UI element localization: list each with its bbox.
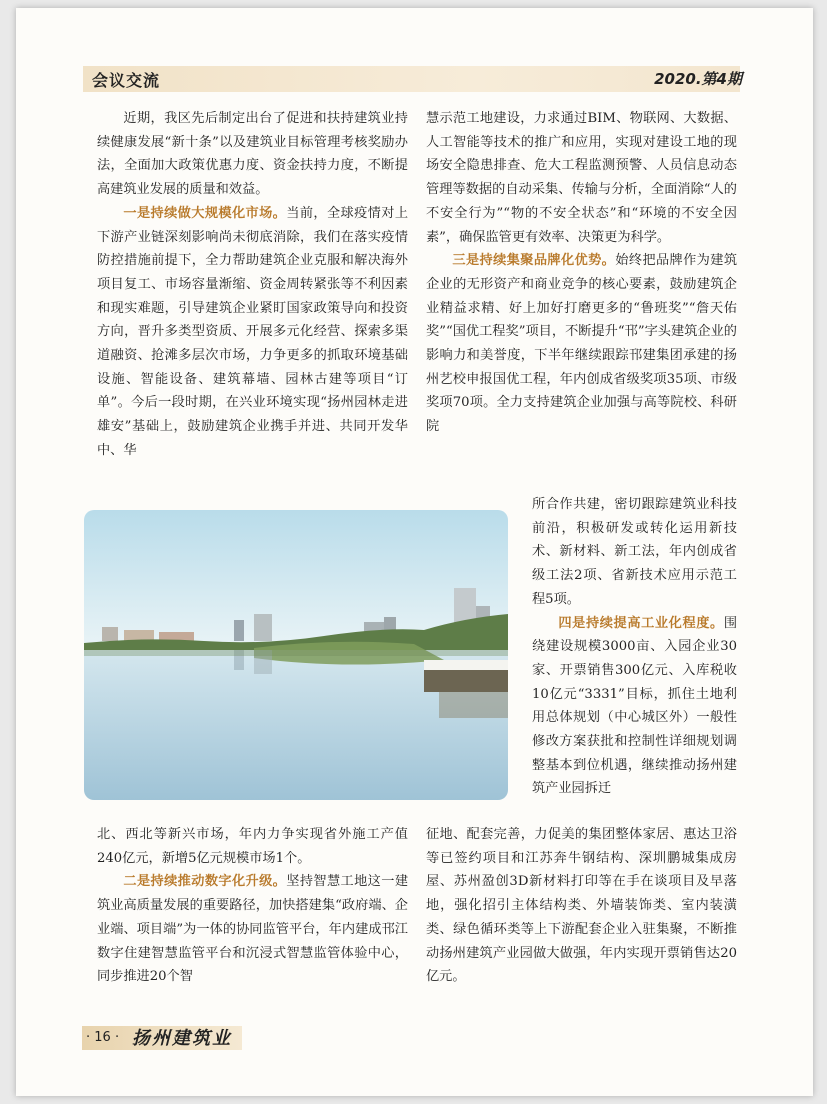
paragraph-heading: 三是持续集聚品牌化优势。 bbox=[452, 253, 616, 269]
paragraph-body: 围绕建设规模3000亩、入园企业30家、开票销售300亿元、入库税收10亿元“3331”目标，抓住土地利用总体规划（中心城区外）一般性修改方案获批和控制性详细规划调整基本到位机遇，继续推动扬州建筑产业园拆迁 bbox=[532, 615, 737, 797]
left-column-top bbox=[97, 107, 408, 463]
left-column-bottom bbox=[97, 823, 408, 989]
paragraph: 近期，我区先后制定出台了促进和扶持建筑业持续健康发展“新十条”以及建筑业目标管理考核奖励办法，全面加大政策优惠力度、资金扶持力度，不断提高建筑业发展的质量和效益。 bbox=[97, 111, 408, 198]
right-column-top bbox=[426, 107, 737, 439]
section-title: 会议交流 bbox=[92, 71, 161, 90]
paragraph bbox=[97, 870, 408, 989]
right-column-narrow bbox=[532, 493, 737, 801]
paragraph-heading: 四是持续提高工业化程度。 bbox=[558, 615, 724, 631]
paragraph bbox=[426, 249, 737, 439]
magazine-name: 扬州建筑业 bbox=[132, 1028, 232, 1049]
header-band bbox=[83, 66, 740, 92]
page-number: · 16 · bbox=[86, 1030, 120, 1045]
paragraph: 北、西北等新兴市场，年内力争实现省外施工产值240亿元，新增5亿元规模市场1个。 bbox=[97, 827, 408, 866]
paragraph-body: 坚持智慧工地这一建筑业高质量发展的重要路径，加快搭建集“政府端、企业端、项目端”为一体的协同监管平台，年内建成邗江数字住建智慧监管平台和沉浸式智慧监管体验中心，同步推进20个智 bbox=[97, 874, 409, 985]
issue-label: 2020.第4期 bbox=[654, 70, 742, 88]
paragraph: 慧示范工地建设，力求通过BIM、物联网、大数据、人工智能等技术的推广和应用，实现对建设工地的现场安全隐患排查、危大工程监测预警、人员信息动态管理等数据的自动采集、传输与分析，全面消除“人的不安全行为”“物的不安全状态”和“环境的不安全因素”，确保监管更有效率、决策更为科学。 bbox=[426, 111, 737, 245]
lake-photo bbox=[84, 510, 508, 800]
paragraph-body: 始终把品牌作为建筑企业的无形资产和商业竞争的核心要素，鼓励建筑企业精益求精、好上加好打磨更多的“鲁班奖”“詹天佑奖”“国优工程奖”项目，不断提升“邗”字头建筑企业的影响力和美誉度，下半年继续跟踪邗建集团承建的扬州艺校申报国优工程，年内创成省级奖项35项、市级奖项70项。全力支持建筑企业加强与高等院校、科研院 bbox=[426, 253, 738, 435]
paragraph: 征地、配套完善，力促美的集团整体家居、惠达卫浴等已签约项目和江苏奔牛钢结构、深圳鹏城集成房屋、苏州盈创3D新材料打印等在手在谈项目及早落地，强化招引主体结构类、外墙装饰类、室内装潢类、绿色循环类等上下游配套企业入驻集聚，不断推动扬州建筑产业园做大做强，年内实现开票销售达20亿元。 bbox=[426, 827, 737, 985]
paragraph-body: 当前，全球疫情对上下游产业链深刻影响尚未彻底消除，我们在落实疫情防控措施前提下，全力帮助建筑企业克服和解决海外项目复工、市场容量渐缩、资金周转紧张等不利因素和现实难题，引导建筑企业紧盯国家政策导向和投资方向，晋升多类型资质、开展多元化经营、探索多渠道融资、抢滩多层次市场，力争更多的抓取环境基础设施、智能设备、建筑幕墙、园林古建等项目“订单”。今后一段时期，在兴业环境实现“扬州园林走进雄安”基础上，鼓励建筑企业携手并进、共同开发华中、华 bbox=[97, 205, 409, 458]
paragraph: 所合作共建，密切跟踪建筑业科技前沿，积极研发或转化运用新技术、新材料、新工法，年内创成省级工法2项、省新技术应用示范工程5项。 bbox=[532, 497, 737, 607]
right-column-bottom bbox=[426, 823, 737, 989]
paragraph-heading: 一是持续做大规模化市场。 bbox=[123, 205, 287, 221]
paragraph bbox=[532, 612, 737, 802]
paragraph-heading: 二是持续推动数字化升级。 bbox=[123, 874, 287, 890]
paragraph bbox=[97, 202, 408, 463]
